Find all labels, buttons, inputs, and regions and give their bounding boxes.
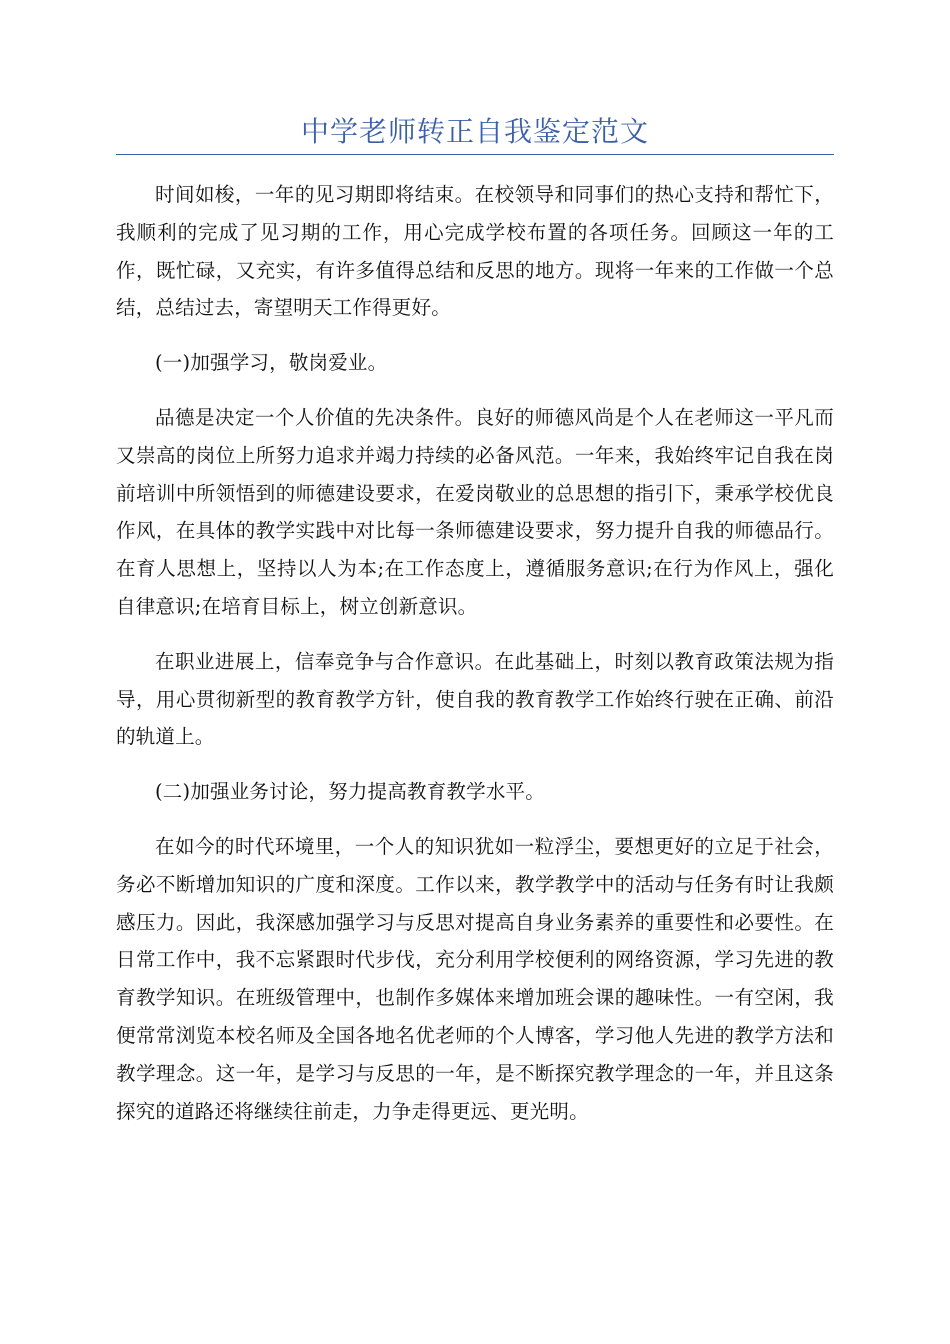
document-title: 中学老师转正自我鉴定范文	[300, 115, 649, 148]
title-underline	[116, 154, 834, 155]
document-body	[116, 176, 834, 1147]
section-heading-2: (二)加强业务讨论，努力提高教育教学水平。	[155, 780, 545, 804]
paragraph-career: 在职业进展上，信奉竞争与合作意识。在此基础上，时刻以教育政策法规为指导，用心贯彻新型的教育教学方针，使自我的教育教学工作始终行驶在正确、前沿的轨道上。	[116, 649, 834, 749]
paragraph-intro: 时间如梭，一年的见习期即将结束。在校领导和同事们的热心支持和帮忙下，我顺利的完成了见习期的工作，用心完成学校布置的各项任务。回顾这一年的工作，既忙碌，又充实，有许多值得总结和反思的地方。现将一年来的工作做一个总结，总结过去，寄望明天工作得更好。	[116, 183, 834, 320]
paragraph-ethics: 品德是决定一个人价值的先决条件。良好的师德风尚是个人在老师这一平凡而又崇高的岗位上所努力追求并竭力持续的必备风范。一年来，我始终牢记自我在岗前培训中所领悟到的师德建设要求，在爱岗敬业的总思想的指引下，秉承学校优良作风，在具体的教学实践中对比每一条师德建设要求，努力提升自我的师德品行。在育人思想上，坚持以人为本;在工作态度上，遵循服务意识;在行为作风上，强化自律意识;在培育目标上，树立创新意识。	[116, 405, 834, 618]
section-heading-1: (一)加强学习，敬岗爱业。	[155, 351, 388, 375]
paragraph-study: 在如今的时代环境里，一个人的知识犹如一粒浮尘，要想更好的立足于社会，务必不断增加知识的广度和深度。工作以来，教学教学中的活动与任务有时让我颇感压力。因此，我深感加强学习与反思对提高自身业务素养的重要性和必要性。在日常工作中，我不忘紧跟时代步伐，充分利用学校便利的网络资源，学习先进的教育教学知识。在班级管理中，也制作多媒体来增加班会课的趣味性。一有空闲，我便常常浏览本校名师及全国各地名优老师的个人博客，学习他人先进的教学方法和教学理念。这一年，是学习与反思的一年，是不断探究教学理念的一年，并且这条探究的道路还将继续往前走，力争走得更远、更光明。	[116, 834, 834, 1123]
